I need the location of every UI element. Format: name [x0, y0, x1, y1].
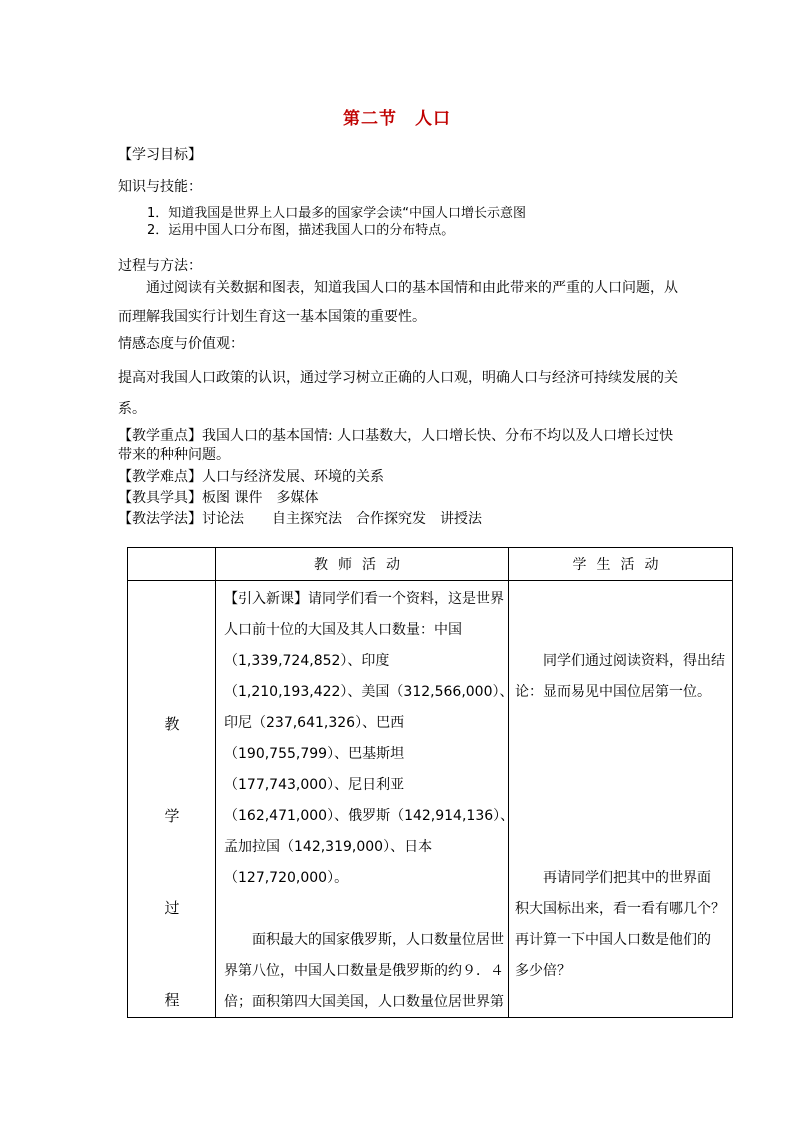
student-line-4: 积大国标出来，看一看有哪几个？	[515, 901, 725, 917]
teacher-line-6: （190,755,799）、巴基斯坦	[224, 746, 405, 762]
stage-char-3: 过	[164, 899, 180, 917]
table-header-row	[128, 548, 733, 581]
student-line-1: 同学们通过阅读资料，得出结	[515, 653, 725, 669]
teacher-line-1: 【引入新课】请同学们看一个资料，这是世界	[224, 591, 504, 607]
teacher-activity-cell	[216, 581, 515, 1018]
teacher-line-2: 人口前十位的大国及其人口数量：中国	[224, 622, 462, 638]
student-activity-cell	[509, 581, 733, 1018]
emotion-heading: 情感态度与价值观：	[118, 336, 244, 352]
emotion-line-1: 提高对我国人口政策的认识，通过学习树立正确的人口观，明确人口与经济可持续发展的关	[118, 370, 678, 386]
teacher-line-3: （1,339,724,852）、印度	[224, 653, 390, 669]
knowledge-heading: 知识与技能：	[118, 179, 202, 195]
stage-cell	[128, 581, 216, 1018]
process-line-2: 而理解我国实行计划生育这一基本国策的重要性。	[118, 309, 426, 325]
header-student-activity: 学生活动	[509, 548, 733, 581]
header-empty-cell	[128, 548, 216, 581]
teacher-line-12: 面积最大的国家俄罗斯，人口数量位居世	[224, 932, 504, 948]
student-line-3: 再请同学们把其中的世界面	[515, 870, 711, 886]
methods-line: 【教法学法】讨论法 自主探究法 合作探究发 讲授法	[118, 511, 482, 527]
stage-char-4: 程	[164, 991, 180, 1009]
lesson-table	[127, 547, 733, 1018]
knowledge-item-1: 1．知道我国是世界上人口最多的国家学会读“中国人口增长示意图	[147, 206, 527, 221]
emotion-line-2: 系。	[118, 401, 146, 417]
header-teacher-activity: 教师活动	[216, 548, 509, 581]
stage-char-2: 学	[164, 807, 180, 825]
table-body-row	[128, 581, 733, 1018]
teacher-line-14: 倍；面积第四大国美国，人口数量位居世界第	[224, 994, 504, 1010]
difficulty-line: 【教学难点】人口与经济发展、环境的关系	[118, 469, 384, 485]
student-line-5: 再计算一下中国人口数是他们的	[515, 932, 711, 948]
teacher-line-10: （127,720,000）。	[224, 870, 349, 886]
teacher-line-4: （1,210,193,422）、美国（312,566,000）、	[224, 684, 514, 700]
teacher-line-8: （162,471,000）、俄罗斯（142,914,136）、	[224, 808, 515, 824]
stage-char-1: 教	[164, 715, 180, 733]
student-line-6: 多少倍？	[515, 963, 571, 979]
key-points-line-1: 【教学重点】我国人口的基本国情: 人口基数大，人口增长快、分布不均以及人口增长过快	[118, 428, 674, 444]
teacher-line-7: （177,743,000）、尼日利亚	[224, 777, 405, 793]
process-line-1: 通过阅读有关数据和图表，知道我国人口的基本国情和由此带来的严重的人口问题，从	[146, 280, 678, 296]
teacher-line-13: 界第八位，中国人口数量是俄罗斯的约９．４	[224, 963, 504, 979]
tools-line: 【教具学具】板图 课件 多媒体	[118, 490, 319, 506]
key-points-line-2: 带来的种种问题。	[118, 447, 230, 463]
page-title: 第二节 人口	[343, 109, 451, 129]
student-line-2: 论：显而易见中国位居第一位。	[515, 684, 711, 700]
objectives-heading: 【学习目标】	[118, 147, 202, 163]
teacher-line-5: 印尼（237,641,326）、巴西	[224, 715, 405, 731]
knowledge-item-2: 2．运用中国人口分布图，描述我国人口的分布特点。	[147, 223, 455, 238]
teacher-line-9: 孟加拉国（142,319,000）、日本	[224, 839, 433, 855]
process-heading: 过程与方法：	[118, 258, 202, 274]
